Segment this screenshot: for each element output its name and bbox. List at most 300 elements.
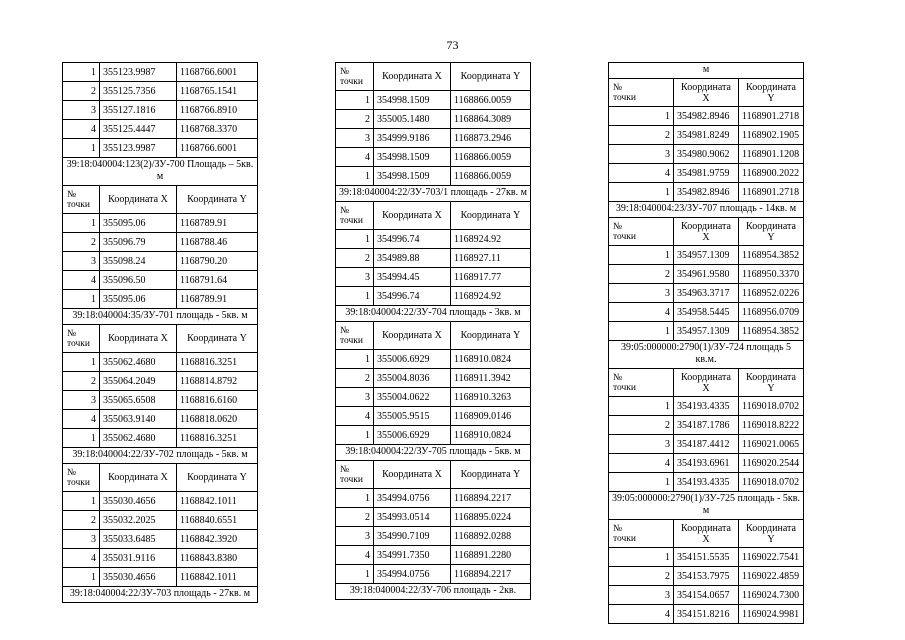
coordinate-y: 1168766.6001	[177, 63, 258, 82]
point-number: 2	[336, 369, 374, 388]
coordinate-x: 355005.1480	[374, 110, 451, 129]
table-row	[63, 139, 258, 158]
table-header-row	[336, 202, 531, 230]
point-number: 4	[609, 164, 674, 183]
coordinate-x: 354154.0657	[674, 586, 739, 605]
coordinate-x: 355123.9987	[100, 63, 177, 82]
table-header-row	[609, 79, 804, 107]
point-number: 2	[609, 567, 674, 586]
coordinate-x: 354994.0756	[374, 565, 451, 584]
coordinate-x: 355098.24	[100, 252, 177, 271]
table-row	[336, 426, 531, 445]
coordinate-x: 355125.4447	[100, 120, 177, 139]
table-row	[336, 167, 531, 186]
point-number-header: № точки	[336, 63, 374, 91]
table-row	[609, 605, 804, 624]
point-number: 1	[336, 426, 374, 445]
coordinate-x-header: Координата X	[374, 202, 451, 230]
coordinate-x: 355031.9116	[100, 549, 177, 568]
coordinate-x: 355127.1816	[100, 101, 177, 120]
coordinate-x: 355004.0622	[374, 388, 451, 407]
coordinate-y: 1168864.3089	[451, 110, 531, 129]
point-number: 1	[336, 350, 374, 369]
coordinate-x: 355123.9987	[100, 139, 177, 158]
coordinate-x: 355004.8036	[374, 369, 451, 388]
coordinate-y-header: Координата Y	[451, 322, 531, 350]
parcel-title-row	[609, 492, 804, 520]
point-number-header: № точки	[336, 461, 374, 489]
parcel-title: 39:18:040004:22/ЗУ-705 площадь - 5кв. м	[336, 445, 531, 461]
point-number: 1	[63, 139, 100, 158]
coordinate-y: 1168954.3852	[739, 322, 804, 341]
point-number-header: № точки	[336, 322, 374, 350]
coordinate-x-header: Координата X	[374, 461, 451, 489]
coordinate-x: 354187.1786	[674, 416, 739, 435]
table-row	[609, 435, 804, 454]
table-row	[336, 148, 531, 167]
table-row	[609, 145, 804, 164]
parcel-title-row	[63, 158, 258, 186]
table-header-row	[609, 218, 804, 246]
coordinate-y: 1168894.2217	[451, 489, 531, 508]
parcel-title-row	[609, 63, 804, 79]
table-row	[609, 284, 804, 303]
coordinate-y: 1169024.7300	[739, 586, 804, 605]
parcel-title: 39:18:040004:22/ЗУ-703 площадь - 27кв. м	[63, 587, 258, 603]
table-row	[63, 233, 258, 252]
table-row	[336, 268, 531, 287]
table-row	[63, 568, 258, 587]
coordinate-x: 354193.6961	[674, 454, 739, 473]
table-row	[609, 164, 804, 183]
coordinate-x: 355095.06	[100, 290, 177, 309]
coordinate-y-header: Координата Y	[451, 63, 531, 91]
coordinate-y: 1168910.0824	[451, 350, 531, 369]
parcel-title-row	[609, 341, 804, 369]
coordinate-y-header: Координата Y	[739, 369, 804, 397]
coordinate-x: 354993.0514	[374, 508, 451, 527]
point-number: 1	[609, 183, 674, 202]
coordinate-y: 1168924.92	[451, 287, 531, 306]
coordinate-y: 1168927.11	[451, 249, 531, 268]
point-number: 3	[336, 268, 374, 287]
coordinate-x: 355065.6508	[100, 391, 177, 410]
coordinate-x-header: Координата X	[100, 186, 177, 214]
coordinate-x: 355062.4680	[100, 353, 177, 372]
table-row	[336, 527, 531, 546]
coordinate-y: 1169022.7541	[739, 548, 804, 567]
point-number: 4	[336, 546, 374, 565]
coordinate-y: 1168790.20	[177, 252, 258, 271]
coordinate-x: 354151.8216	[674, 605, 739, 624]
coordinate-y: 1168791.64	[177, 271, 258, 290]
coordinate-y: 1169024.9981	[739, 605, 804, 624]
table-row	[609, 107, 804, 126]
coordinate-x: 355006.6929	[374, 426, 451, 445]
coordinate-y: 1168843.8380	[177, 549, 258, 568]
coordinate-x: 354998.1509	[374, 91, 451, 110]
point-number: 4	[336, 407, 374, 426]
table-row	[336, 91, 531, 110]
table-row	[63, 290, 258, 309]
coordinate-y: 1168901.2718	[739, 107, 804, 126]
point-number: 2	[63, 82, 100, 101]
coordinate-y: 1168788.46	[177, 233, 258, 252]
coordinate-y: 1168891.2280	[451, 546, 531, 565]
coordinate-y: 1168892.0288	[451, 527, 531, 546]
table-row	[609, 586, 804, 605]
table-row	[609, 183, 804, 202]
coordinate-x: 354989.88	[374, 249, 451, 268]
parcel-title: 39:18:040004:22/ЗУ-704 площадь - 3кв. м	[336, 306, 531, 322]
point-number: 4	[336, 148, 374, 167]
coordinate-y-header: Координата Y	[177, 325, 258, 353]
table-row	[336, 110, 531, 129]
coordinate-y: 1168842.1011	[177, 568, 258, 587]
table-row	[63, 101, 258, 120]
table-header-row	[609, 369, 804, 397]
table-row	[63, 511, 258, 530]
coordinate-x: 354193.4335	[674, 473, 739, 492]
coordinate-x: 355006.6929	[374, 350, 451, 369]
point-number-header: № точки	[609, 79, 674, 107]
table-row	[609, 473, 804, 492]
point-number-header: № точки	[609, 369, 674, 397]
coordinate-y: 1168766.8910	[177, 101, 258, 120]
table-row	[609, 265, 804, 284]
coordinate-y-header: Координата Y	[451, 461, 531, 489]
coordinate-x: 355125.7356	[100, 82, 177, 101]
coordinate-y: 1168842.1011	[177, 492, 258, 511]
coordinate-x-header: Координата X	[100, 464, 177, 492]
table-row	[63, 372, 258, 391]
point-number: 1	[609, 246, 674, 265]
coordinate-y: 1168816.3251	[177, 429, 258, 448]
table-row	[63, 252, 258, 271]
parcel-title: 39:18:040004:22/ЗУ-706 площадь - 2кв.	[336, 584, 531, 600]
table-row	[336, 230, 531, 249]
coordinate-y: 1168768.3370	[177, 120, 258, 139]
coordinate-x: 355095.06	[100, 214, 177, 233]
table-row	[336, 350, 531, 369]
point-number: 2	[609, 416, 674, 435]
table-row	[63, 410, 258, 429]
table-row	[609, 322, 804, 341]
table-row	[336, 508, 531, 527]
coordinate-y: 1168900.2022	[739, 164, 804, 183]
table-row	[336, 565, 531, 584]
point-number: 3	[609, 284, 674, 303]
coordinate-x-header: Координата X	[674, 520, 739, 548]
point-number: 1	[336, 167, 374, 186]
coordinate-x: 354981.8249	[674, 126, 739, 145]
table-row	[63, 429, 258, 448]
table-row	[336, 129, 531, 148]
coordinate-y: 1168894.2217	[451, 565, 531, 584]
coordinate-y: 1168765.1541	[177, 82, 258, 101]
table-row	[609, 397, 804, 416]
coordinate-x-header: Координата X	[674, 79, 739, 107]
coordinate-x: 354991.7350	[374, 546, 451, 565]
point-number: 1	[63, 492, 100, 511]
coordinate-x-header: Координата X	[374, 322, 451, 350]
coordinate-x: 355005.9515	[374, 407, 451, 426]
parcel-title: 39:18:040004:22/ЗУ-702 площадь - 5кв. м	[63, 448, 258, 464]
point-number: 2	[63, 511, 100, 530]
parcel-title-row	[63, 309, 258, 325]
coordinate-x: 354996.74	[374, 230, 451, 249]
coordinate-y: 1168789.91	[177, 214, 258, 233]
point-number: 3	[336, 388, 374, 407]
coordinate-y: 1169022.4859	[739, 567, 804, 586]
parcel-title-row	[63, 448, 258, 464]
coordinate-y: 1169018.0702	[739, 473, 804, 492]
table-row	[609, 548, 804, 567]
coordinates-table-column-1	[62, 62, 258, 603]
point-number: 3	[63, 530, 100, 549]
coordinate-x: 354980.9062	[674, 145, 739, 164]
point-number: 1	[63, 353, 100, 372]
coordinate-y: 1169020.2544	[739, 454, 804, 473]
table-row	[609, 567, 804, 586]
coordinate-y: 1168866.0059	[451, 91, 531, 110]
point-number: 3	[609, 586, 674, 605]
point-number: 3	[63, 101, 100, 120]
coordinate-y: 1168816.3251	[177, 353, 258, 372]
point-number: 1	[609, 473, 674, 492]
coordinate-x: 354981.9759	[674, 164, 739, 183]
coordinates-table	[608, 62, 804, 624]
table-header-row	[609, 520, 804, 548]
coordinate-y: 1168766.6001	[177, 139, 258, 158]
point-number: 1	[609, 322, 674, 341]
coordinate-y: 1169021.0065	[739, 435, 804, 454]
table-row	[336, 407, 531, 426]
coordinate-y: 1168818.0620	[177, 410, 258, 429]
coordinate-x: 354963.3717	[674, 284, 739, 303]
table-row	[336, 369, 531, 388]
point-number-header: № точки	[63, 325, 100, 353]
point-number: 4	[63, 549, 100, 568]
coordinate-y: 1168842.3920	[177, 530, 258, 549]
table-row	[336, 249, 531, 268]
coordinate-y-header: Координата Y	[739, 218, 804, 246]
point-number: 1	[63, 214, 100, 233]
coordinates-table-column-2	[335, 62, 531, 600]
page-number: 73	[446, 38, 459, 52]
coordinate-x: 354193.4335	[674, 397, 739, 416]
point-number: 2	[336, 249, 374, 268]
coordinate-y: 1168952.0226	[739, 284, 804, 303]
coordinate-x: 355033.6485	[100, 530, 177, 549]
coordinate-x: 354957.1309	[674, 246, 739, 265]
point-number-header: № точки	[336, 202, 374, 230]
coordinate-x: 355030.4656	[100, 568, 177, 587]
coordinate-x-header: Координата X	[674, 369, 739, 397]
table-row	[336, 546, 531, 565]
coordinate-x: 354151.5535	[674, 548, 739, 567]
coordinate-y: 1168924.92	[451, 230, 531, 249]
point-number: 2	[336, 508, 374, 527]
coordinate-x: 354990.7109	[374, 527, 451, 546]
coordinate-y: 1168816.6160	[177, 391, 258, 410]
coordinates-table-column-3	[608, 62, 804, 624]
coordinate-y: 1168866.0059	[451, 148, 531, 167]
coordinate-y-header: Координата Y	[451, 202, 531, 230]
table-header-row	[336, 63, 531, 91]
coordinate-x: 354187.4412	[674, 435, 739, 454]
coordinate-x: 355064.2049	[100, 372, 177, 391]
table-row	[63, 549, 258, 568]
point-number: 1	[609, 548, 674, 567]
coordinate-y: 1168901.2718	[739, 183, 804, 202]
point-number: 1	[63, 429, 100, 448]
coordinate-x: 355096.50	[100, 271, 177, 290]
point-number: 1	[336, 489, 374, 508]
point-number-header: № точки	[609, 218, 674, 246]
table-row	[336, 388, 531, 407]
table-row	[609, 416, 804, 435]
parcel-title-row	[336, 306, 531, 322]
coordinate-y: 1168910.3263	[451, 388, 531, 407]
parcel-title: 39:05:000000:2790(1)/ЗУ-724 площадь 5 кв.м.	[609, 341, 804, 369]
coordinate-x-header: Координата X	[100, 325, 177, 353]
coordinate-y: 1168956.0709	[739, 303, 804, 322]
point-number-header: № точки	[609, 520, 674, 548]
coordinate-x: 354999.9186	[374, 129, 451, 148]
table-row	[63, 214, 258, 233]
coordinates-table	[62, 62, 258, 603]
parcel-title-row	[63, 587, 258, 603]
point-number: 3	[63, 391, 100, 410]
parcel-title: м	[609, 63, 804, 79]
coordinate-x: 354153.7975	[674, 567, 739, 586]
coordinate-y: 1168902.1905	[739, 126, 804, 145]
coordinate-y-header: Координата Y	[739, 520, 804, 548]
parcel-title-row	[336, 584, 531, 600]
coordinate-x: 354957.1309	[674, 322, 739, 341]
point-number: 1	[609, 397, 674, 416]
parcel-title: 39:18:040004:35/ЗУ-701 площадь - 5кв. м	[63, 309, 258, 325]
parcel-title-row	[336, 445, 531, 461]
point-number: 1	[63, 290, 100, 309]
point-number: 2	[609, 126, 674, 145]
coordinate-x: 354998.1509	[374, 167, 451, 186]
coordinate-x-header: Координата X	[674, 218, 739, 246]
coordinate-y: 1168909.0146	[451, 407, 531, 426]
table-header-row	[336, 461, 531, 489]
coordinate-y: 1168901.1208	[739, 145, 804, 164]
point-number-header: № точки	[63, 186, 100, 214]
point-number: 3	[609, 435, 674, 454]
coordinate-x: 354961.9580	[674, 265, 739, 284]
coordinate-x: 354996.74	[374, 287, 451, 306]
table-row	[609, 303, 804, 322]
table-row	[63, 530, 258, 549]
coordinate-x: 355063.9140	[100, 410, 177, 429]
coordinate-y: 1168911.3942	[451, 369, 531, 388]
point-number: 1	[63, 63, 100, 82]
coordinate-y-header: Координата Y	[177, 186, 258, 214]
point-number: 4	[609, 605, 674, 624]
table-row	[63, 82, 258, 101]
coordinate-x: 354982.8946	[674, 107, 739, 126]
coordinate-x: 354998.1509	[374, 148, 451, 167]
table-row	[336, 489, 531, 508]
coordinate-y: 1169018.0702	[739, 397, 804, 416]
coordinate-x: 355096.79	[100, 233, 177, 252]
point-number: 1	[336, 287, 374, 306]
coordinate-x: 355030.4656	[100, 492, 177, 511]
coordinate-y: 1168950.3370	[739, 265, 804, 284]
coordinate-x: 355032.2025	[100, 511, 177, 530]
parcel-title: 39:18:040004:23/ЗУ-707 площадь - 14кв. м	[609, 202, 804, 218]
coordinate-x-header: Координата X	[374, 63, 451, 91]
point-number: 3	[336, 129, 374, 148]
coordinate-x: 354982.8946	[674, 183, 739, 202]
point-number: 4	[63, 120, 100, 139]
table-row	[336, 287, 531, 306]
point-number: 4	[609, 303, 674, 322]
point-number: 4	[609, 454, 674, 473]
point-number: 1	[609, 107, 674, 126]
coordinate-y: 1168840.6551	[177, 511, 258, 530]
coordinate-y: 1168917.77	[451, 268, 531, 287]
parcel-title-row	[609, 202, 804, 218]
table-header-row	[63, 325, 258, 353]
point-number: 2	[336, 110, 374, 129]
coordinate-y: 1168895.0224	[451, 508, 531, 527]
coordinate-y: 1168873.2946	[451, 129, 531, 148]
point-number: 1	[336, 565, 374, 584]
coordinate-x: 354994.45	[374, 268, 451, 287]
point-number: 4	[63, 271, 100, 290]
point-number: 4	[63, 410, 100, 429]
coordinate-y: 1168866.0059	[451, 167, 531, 186]
point-number: 3	[336, 527, 374, 546]
coordinate-y-header: Координата Y	[177, 464, 258, 492]
point-number: 2	[63, 372, 100, 391]
coordinate-y: 1168910.0824	[451, 426, 531, 445]
point-number: 3	[63, 252, 100, 271]
coordinate-x: 354994.0756	[374, 489, 451, 508]
coordinate-x: 355062.4680	[100, 429, 177, 448]
table-row	[609, 126, 804, 145]
parcel-title: 39:18:040004:123(2)/ЗУ-700 Площадь – 5кв. м	[63, 158, 258, 186]
coordinate-y: 1169018.8222	[739, 416, 804, 435]
coordinate-y: 1168814.8792	[177, 372, 258, 391]
parcel-title: 39:05:000000:2790(1)/ЗУ-725 площадь - 5кв. м	[609, 492, 804, 520]
table-header-row	[63, 464, 258, 492]
coordinate-x: 354958.5445	[674, 303, 739, 322]
coordinate-y-header: Координата Y	[739, 79, 804, 107]
table-row	[63, 353, 258, 372]
point-number: 2	[63, 233, 100, 252]
parcel-title: 39:18:040004:22/ЗУ-703/1 площадь - 27кв. м	[336, 186, 531, 202]
table-row	[63, 63, 258, 82]
point-number: 1	[63, 568, 100, 587]
table-row	[63, 492, 258, 511]
point-number: 1	[336, 230, 374, 249]
table-row	[609, 246, 804, 265]
point-number-header: № точки	[63, 464, 100, 492]
point-number: 2	[609, 265, 674, 284]
parcel-title-row	[336, 186, 531, 202]
table-row	[63, 271, 258, 290]
coordinate-y: 1168954.3852	[739, 246, 804, 265]
point-number: 1	[336, 91, 374, 110]
table-header-row	[336, 322, 531, 350]
